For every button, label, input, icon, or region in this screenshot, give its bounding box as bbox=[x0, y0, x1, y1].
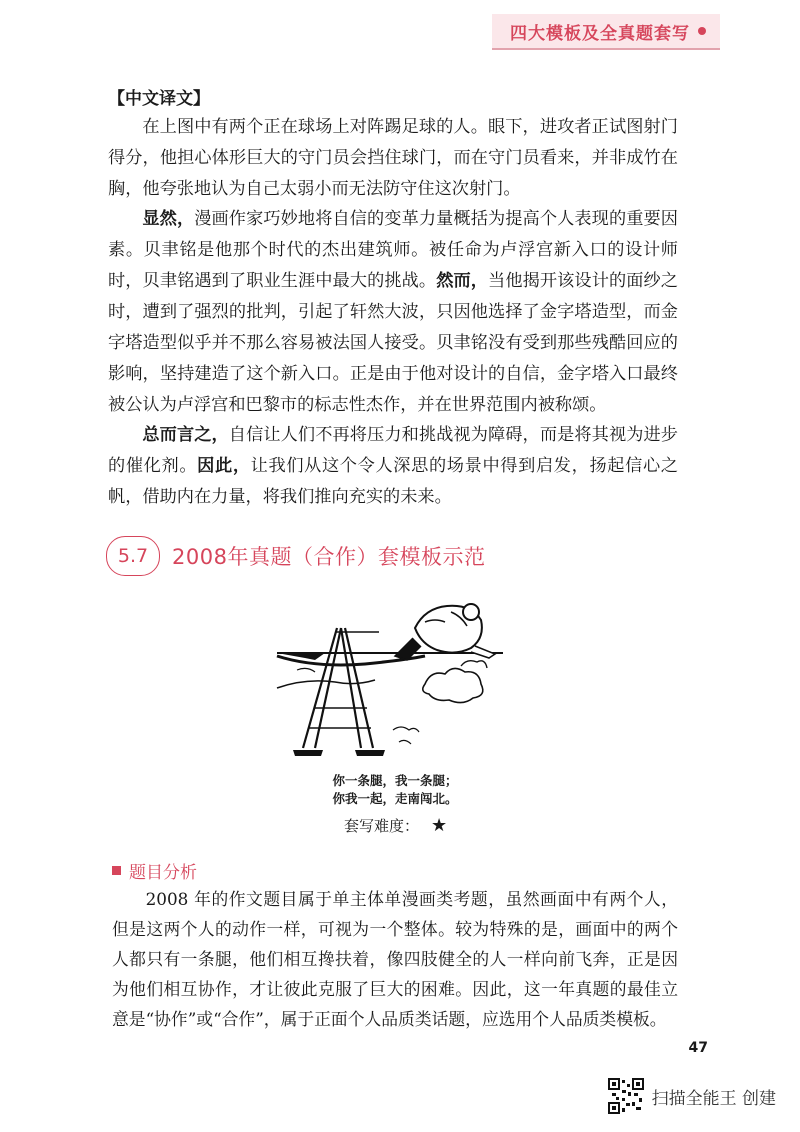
translation-p2-mid: 然而， bbox=[436, 271, 489, 291]
translation-p2-text-b: 当他揭开该设计的面纱之时，遭到了强烈的批判，引起了轩然大波，只因他选择了金字塔造型，而金字塔造型似乎并不那么容易被法国人接受。贝聿铭没有受到那些残酷回应的影响，坚持建造了这个新入口。正是由于他对设计的自信，金字塔入口最终被公认为卢浮宫和巴黎市的标志性杰作，并在世界范围内被称颂。 bbox=[108, 271, 678, 415]
section-number-badge: 5.7 bbox=[106, 536, 160, 576]
header-tab bbox=[492, 14, 720, 50]
translation-paragraph-2 bbox=[108, 204, 678, 421]
translation-p3-lead: 总而言之， bbox=[142, 425, 229, 445]
translation-paragraph-1 bbox=[108, 112, 678, 205]
cartoon-caption-line-2: 你我一起，走南闯北。 bbox=[332, 791, 458, 806]
header-tab-title: 四大模板及全真题套写 bbox=[510, 23, 690, 44]
translation-p3-text-b: 让我们从这个令人深思的场景中得到启发，扬起信心之帆，借助内在力量，将我们推向充实的未来。 bbox=[108, 456, 678, 507]
translation-p3-mid: 因此， bbox=[197, 456, 251, 476]
header-dot-icon bbox=[698, 27, 706, 35]
cartoon-illustration bbox=[275, 598, 505, 770]
cartoon-caption-line-1: 你一条腿，我一条腿； bbox=[332, 773, 458, 788]
scanner-watermark bbox=[608, 1078, 776, 1114]
section-title: 2008年真题（合作）套模板示范 bbox=[172, 545, 486, 569]
translation-p1-text: 在上图中有两个正在球场上对阵踢足球的人。眼下，进攻者正试图射门得分，他担心体形巨大的守门员会挡住球门，而在守门员看来，并非成竹在胸，他夸张地认为自己太弱小而无法防守住这次射门。 bbox=[108, 117, 678, 199]
difficulty-label: 套写难度： bbox=[344, 817, 420, 835]
translation-p3-text-a: 自信让人们不再将压力和挑战视为障碍，而是将其视为进步的催化剂。 bbox=[108, 425, 678, 476]
qr-code-icon bbox=[608, 1078, 644, 1114]
difficulty-rating bbox=[344, 815, 447, 836]
analysis-heading-text: 题目分析 bbox=[129, 863, 197, 883]
analysis-heading bbox=[112, 858, 197, 883]
section-heading bbox=[106, 535, 666, 577]
translation-p2-lead: 显然， bbox=[142, 209, 195, 229]
watermark-text: 扫描全能王 创建 bbox=[651, 1088, 776, 1109]
square-bullet-icon bbox=[112, 866, 121, 875]
translation-p2-text-a: 漫画作家巧妙地将自信的变革力量概括为提高个人表现的重要因素。贝聿铭是他那个时代的杰出建筑师。被任命为卢浮宫新入口的设计师时，贝聿铭遇到了职业生涯中最大的挑战。 bbox=[108, 209, 678, 291]
star-icon: ★ bbox=[431, 815, 448, 836]
page-number: 47 bbox=[688, 1040, 708, 1056]
analysis-paragraph: 2008 年的作文题目属于单主体单漫画类考题，虽然画面中有两个人，但是这两个人的动作一样，可视为一个整体。较为特殊的是，画面中的两个人都只有一条腿，他们相互搀扶着，像四肢健全的人一样向前飞奔，正是因为他们相互协作，才让彼此克服了巨大的困难。因此，这一年真题的最佳立意是“协作”或“合作”，属于正面个人品质类话题，应选用个人品质类模板。 bbox=[112, 889, 678, 1029]
translation-paragraph-3 bbox=[108, 420, 678, 513]
translation-heading: 【中文译文】 bbox=[108, 89, 210, 109]
